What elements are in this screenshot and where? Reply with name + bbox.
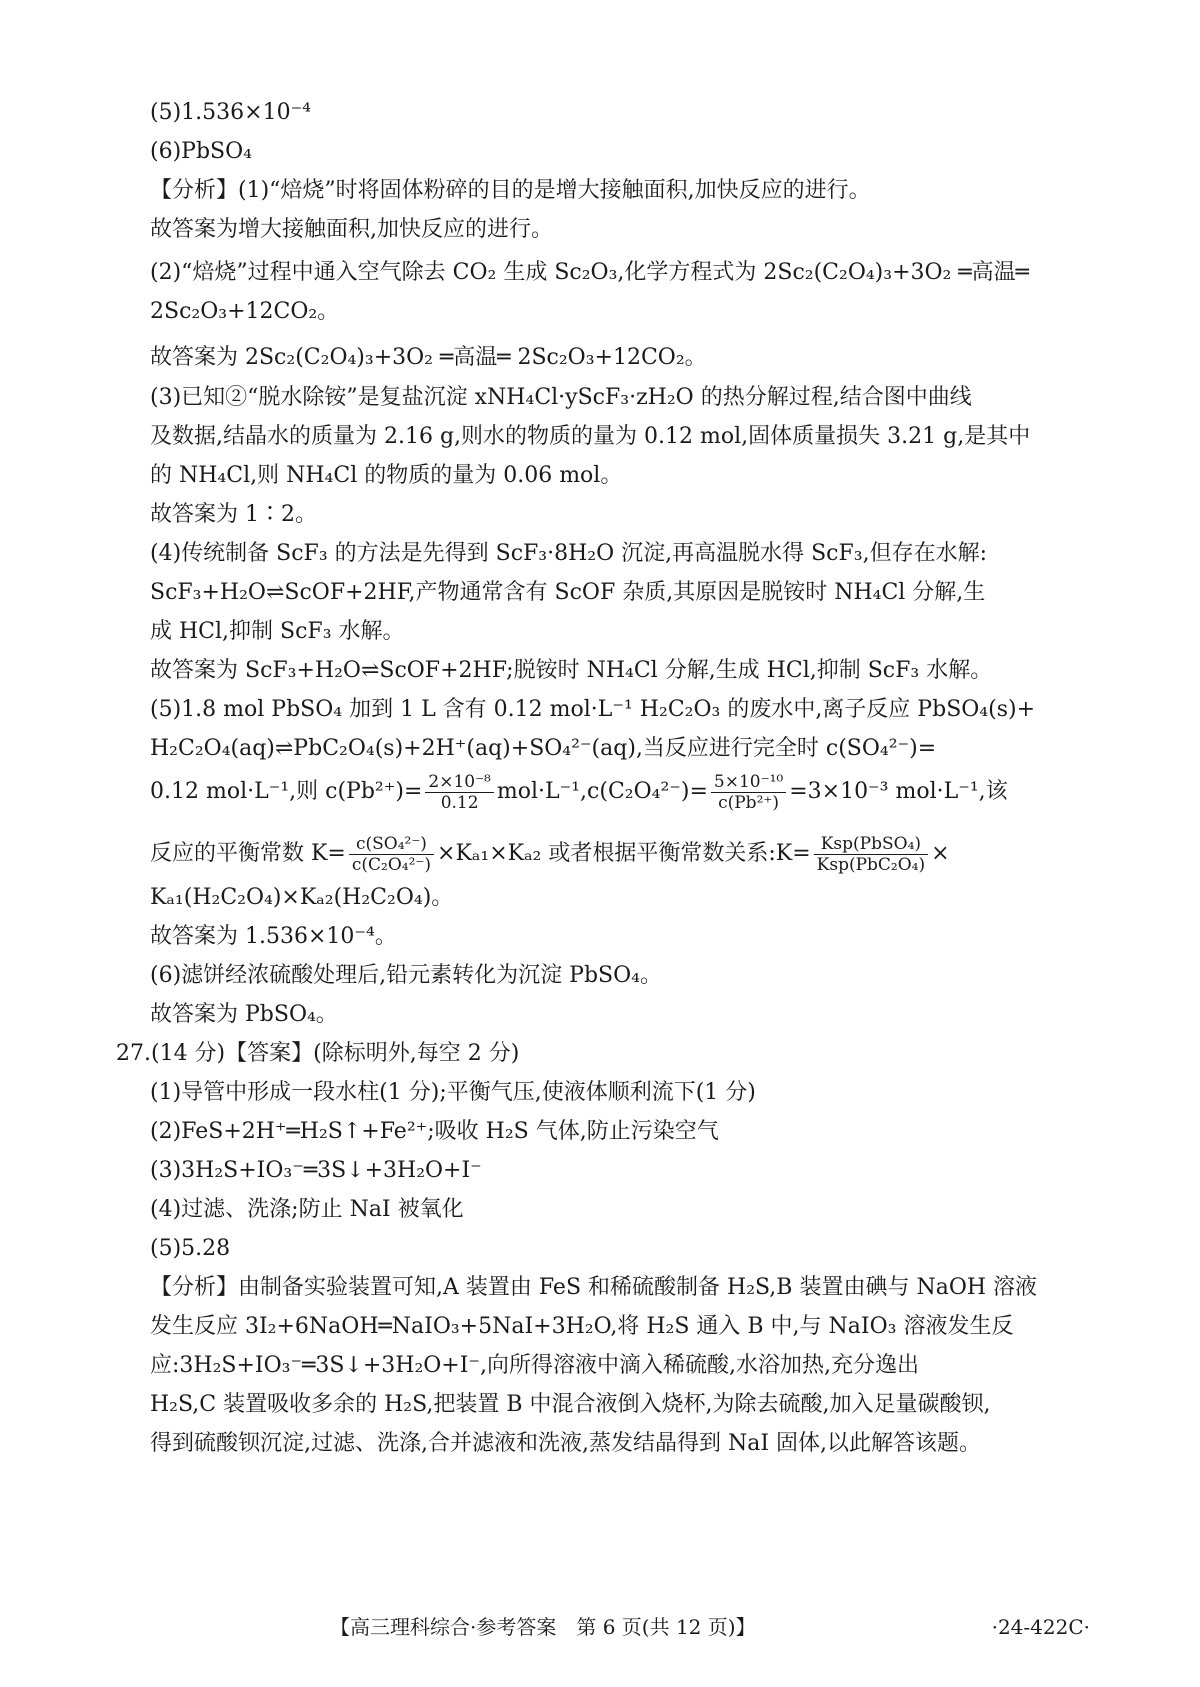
equation-line <box>150 770 1080 820</box>
text-line: (6)滤饼经浓硫酸处理后,铅元素转化为沉淀 PbSO₄。 <box>150 963 662 988</box>
text-line: (5)1.8 mol PbSO₄ 加到 1 L 含有 0.12 mol·L⁻¹ H₂C₂O₃ 的废水中,离子反应 PbSO₄(s)+ <box>150 697 1036 722</box>
text-line: H₂C₂O₄(aq)⇌PbC₂O₄(s)+2H⁺(aq)+SO₄²⁻(aq),当反应进行完全时 c(SO₄²⁻)= <box>150 736 937 761</box>
fraction <box>349 834 434 875</box>
text-line: (2)FeS+2H⁺═H₂S↑+Fe²⁺;吸收 H₂S 气体,防止污染空气 <box>150 1119 719 1144</box>
text-line: (2)“焙烧”过程中通入空气除去 CO₂ 生成 Sc₂O₃,化学方程式为 2Sc₂(C₂O₄)₃+3O₂ ═高温═ <box>150 260 1029 285</box>
text-line: 故答案为增大接触面积,加快反应的进行。 <box>150 217 553 242</box>
text-line: (5)1.536×10⁻⁴ <box>150 100 312 125</box>
text-line: (4)传统制备 ScF₃ 的方法是先得到 ScF₃·8H₂O 沉淀,再高温脱水得 ScF₃,但存在水解: <box>150 541 987 566</box>
text-line: 发生反应 3I₂+6NaOH═NaIO₃+5NaI+3H₂O,将 H₂S 通入 B 中,与 NaIO₃ 溶液发生反 <box>150 1314 1014 1339</box>
text-line: (3)已知②“脱水除铵”是复盐沉淀 xNH₄Cl·yScF₃·zH₂O 的热分解过程,结合图中曲线 <box>150 385 972 410</box>
text-line: 【分析】(1)“焙烧”时将固体粉碎的目的是增大接触面积,加快反应的进行。 <box>150 178 871 203</box>
eq-text: ×Kₐ₁×Kₐ₂ 或者根据平衡常数关系:K= <box>437 841 811 866</box>
numerator: 2×10⁻⁸ <box>425 772 493 793</box>
fraction <box>425 772 493 813</box>
footer-title: 【高三理科综合·参考答案 第 6 页(共 12 页)】 <box>330 1615 756 1639</box>
denominator: c(Pb²⁺) <box>718 792 779 813</box>
text-line: 故答案为 1∶2。 <box>150 502 317 527</box>
text-line: 故答案为 ScF₃+H₂O⇌ScOF+2HF;脱铵时 NH₄Cl 分解,生成 HCl,抑制 ScF₃ 水解。 <box>150 658 993 683</box>
text-line: (5)5.28 <box>150 1236 231 1261</box>
eq-text: =3×10⁻³ mol·L⁻¹,该 <box>789 779 1008 804</box>
numerator: c(SO₄²⁻) <box>349 834 434 855</box>
text-line: 2Sc₂O₃+12CO₂。 <box>150 299 340 324</box>
text-line: ScF₃+H₂O⇌ScOF+2HF,产物通常含有 ScOF 杂质,其原因是脱铵时 NH₄Cl 分解,生 <box>150 580 986 605</box>
text-line: 及数据,结晶水的质量为 2.16 g,则水的物质的量为 0.12 mol,固体质量损失 3.21 g,是其中 <box>150 424 1031 449</box>
text-line: (1)导管中形成一段水柱(1 分);平衡气压,使液体顺利流下(1 分) <box>150 1080 756 1105</box>
text-line: 故答案为 PbSO₄。 <box>150 1002 338 1027</box>
text-line: 得到硫酸钡沉淀,过滤、洗涤,合并滤液和洗液,蒸发结晶得到 NaI 固体,以此解答该题。 <box>150 1431 982 1456</box>
text-line: (6)PbSO₄ <box>150 139 252 164</box>
equation-line <box>150 832 1080 882</box>
denominator: 0.12 <box>440 792 479 813</box>
question-heading: 27.(14 分)【答案】(除标明外,每空 2 分) <box>116 1041 520 1066</box>
text-line: H₂S,C 装置吸收多余的 H₂S,把装置 B 中混合液倒入烧杯,为除去硫酸,加入足量碳酸钡, <box>150 1392 991 1417</box>
text-line: 的 NH₄Cl,则 NH₄Cl 的物质的量为 0.06 mol。 <box>150 463 623 488</box>
denominator: Ksp(PbC₂O₄) <box>816 854 926 875</box>
fraction <box>814 834 928 875</box>
eq-text: 0.12 mol·L⁻¹,则 c(Pb²⁺)= <box>150 779 423 804</box>
text-line: 成 HCl,抑制 ScF₃ 水解。 <box>150 619 405 644</box>
text-line: (4)过滤、洗涤;防止 NaI 被氧化 <box>150 1197 464 1222</box>
text-line: 故答案为 2Sc₂(C₂O₄)₃+3O₂ ═高温═ 2Sc₂O₃+12CO₂。 <box>150 345 707 370</box>
footer-code: ·24-422C· <box>991 1615 1090 1639</box>
text-line: 故答案为 1.536×10⁻⁴。 <box>150 924 397 949</box>
numerator: Ksp(PbSO₄) <box>814 834 928 855</box>
text-line: Kₐ₁(H₂C₂O₄)×Kₐ₂(H₂C₂O₄)。 <box>150 885 454 910</box>
text-line: (3)3H₂S+IO₃⁻═3S↓+3H₂O+I⁻ <box>150 1158 482 1183</box>
eq-text: 反应的平衡常数 K= <box>150 841 346 866</box>
numerator: 5×10⁻¹⁰ <box>711 772 786 793</box>
eq-text: mol·L⁻¹,c(C₂O₄²⁻)= <box>496 779 708 804</box>
text-line: 应:3H₂S+IO₃⁻═3S↓+3H₂O+I⁻,向所得溶液中滴入稀硫酸,水浴加热,充分逸出 <box>150 1353 920 1378</box>
text-line: 【分析】由制备实验装置可知,A 装置由 FeS 和稀硫酸制备 H₂S,B 装置由碘与 NaOH 溶液 <box>150 1275 1038 1300</box>
fraction <box>711 772 786 813</box>
denominator: c(C₂O₄²⁻) <box>351 854 432 875</box>
eq-text: × <box>931 841 950 866</box>
